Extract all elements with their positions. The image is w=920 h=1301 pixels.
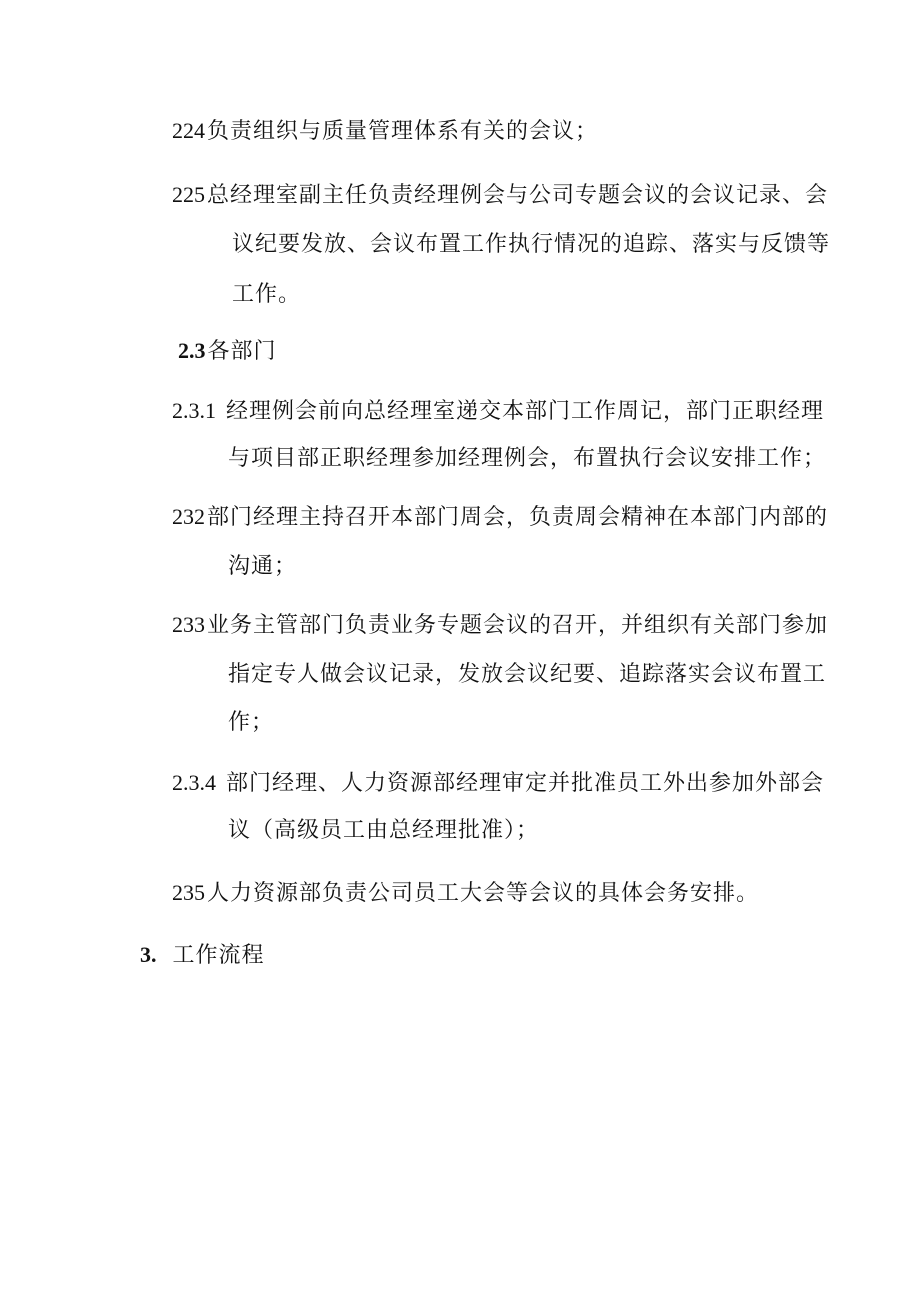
section-title: 工作流程 xyxy=(172,943,265,968)
item-number: 2.3.4 xyxy=(172,770,216,795)
section-number: 2.3 xyxy=(178,338,206,363)
item-number: 224 xyxy=(172,118,205,143)
item-text: 人力资源部负责公司员工大会等会议的具体会务安排。 xyxy=(207,881,760,906)
item-number: 225 xyxy=(172,182,205,207)
section-title: 各部门 xyxy=(207,339,277,364)
item-number: 232 xyxy=(172,504,205,529)
item-232-continuation: 沟通； xyxy=(228,554,298,579)
item-text: 部门经理、人力资源部经理审定并批准员工外出参加外部会 xyxy=(226,771,825,796)
item-text: 部门经理主持召开本部门周会，负责周会精神在本部门内部的 xyxy=(207,505,829,530)
item-233-continuation-2: 作； xyxy=(228,710,275,735)
item-number: 2.3.1 xyxy=(172,398,216,423)
item-224 xyxy=(172,116,598,147)
item-233-continuation-1: 指定专人做会议记录，发放会议纪要、追踪落实会议布置工 xyxy=(228,662,827,687)
section-number: 3. xyxy=(140,942,157,967)
item-225-continuation-1: 议纪要发放、会议布置工作执行情况的追踪、落实与反馈等 xyxy=(232,232,831,257)
item-number: 233 xyxy=(172,612,205,637)
item-2-3-1 xyxy=(172,396,824,427)
item-232 xyxy=(172,502,828,533)
item-235 xyxy=(172,878,759,909)
section-heading-2-3 xyxy=(178,336,277,367)
item-number: 235 xyxy=(172,880,205,905)
item-2-3-4 xyxy=(172,768,824,799)
item-text: 负责组织与质量管理体系有关的会议； xyxy=(207,119,599,144)
item-233 xyxy=(172,610,828,641)
item-text: 业务主管部门负责业务专题会议的召开，并组织有关部门参加 xyxy=(207,613,829,638)
item-text: 总经理室副主任负责经理例会与公司专题会议的会议记录、会 xyxy=(207,183,829,208)
item-2-3-4-continuation: 议（高级员工由总经理批准）； xyxy=(228,818,540,843)
item-text: 经理例会前向总经理室递交本部门工作周记，部门正职经理 xyxy=(226,399,825,424)
item-2-3-1-continuation: 与项目部正职经理参加经理例会，布置执行会议安排工作； xyxy=(228,446,827,471)
item-225-continuation-2: 工作。 xyxy=(232,282,302,307)
item-225 xyxy=(172,180,828,211)
section-heading-3 xyxy=(140,940,265,971)
